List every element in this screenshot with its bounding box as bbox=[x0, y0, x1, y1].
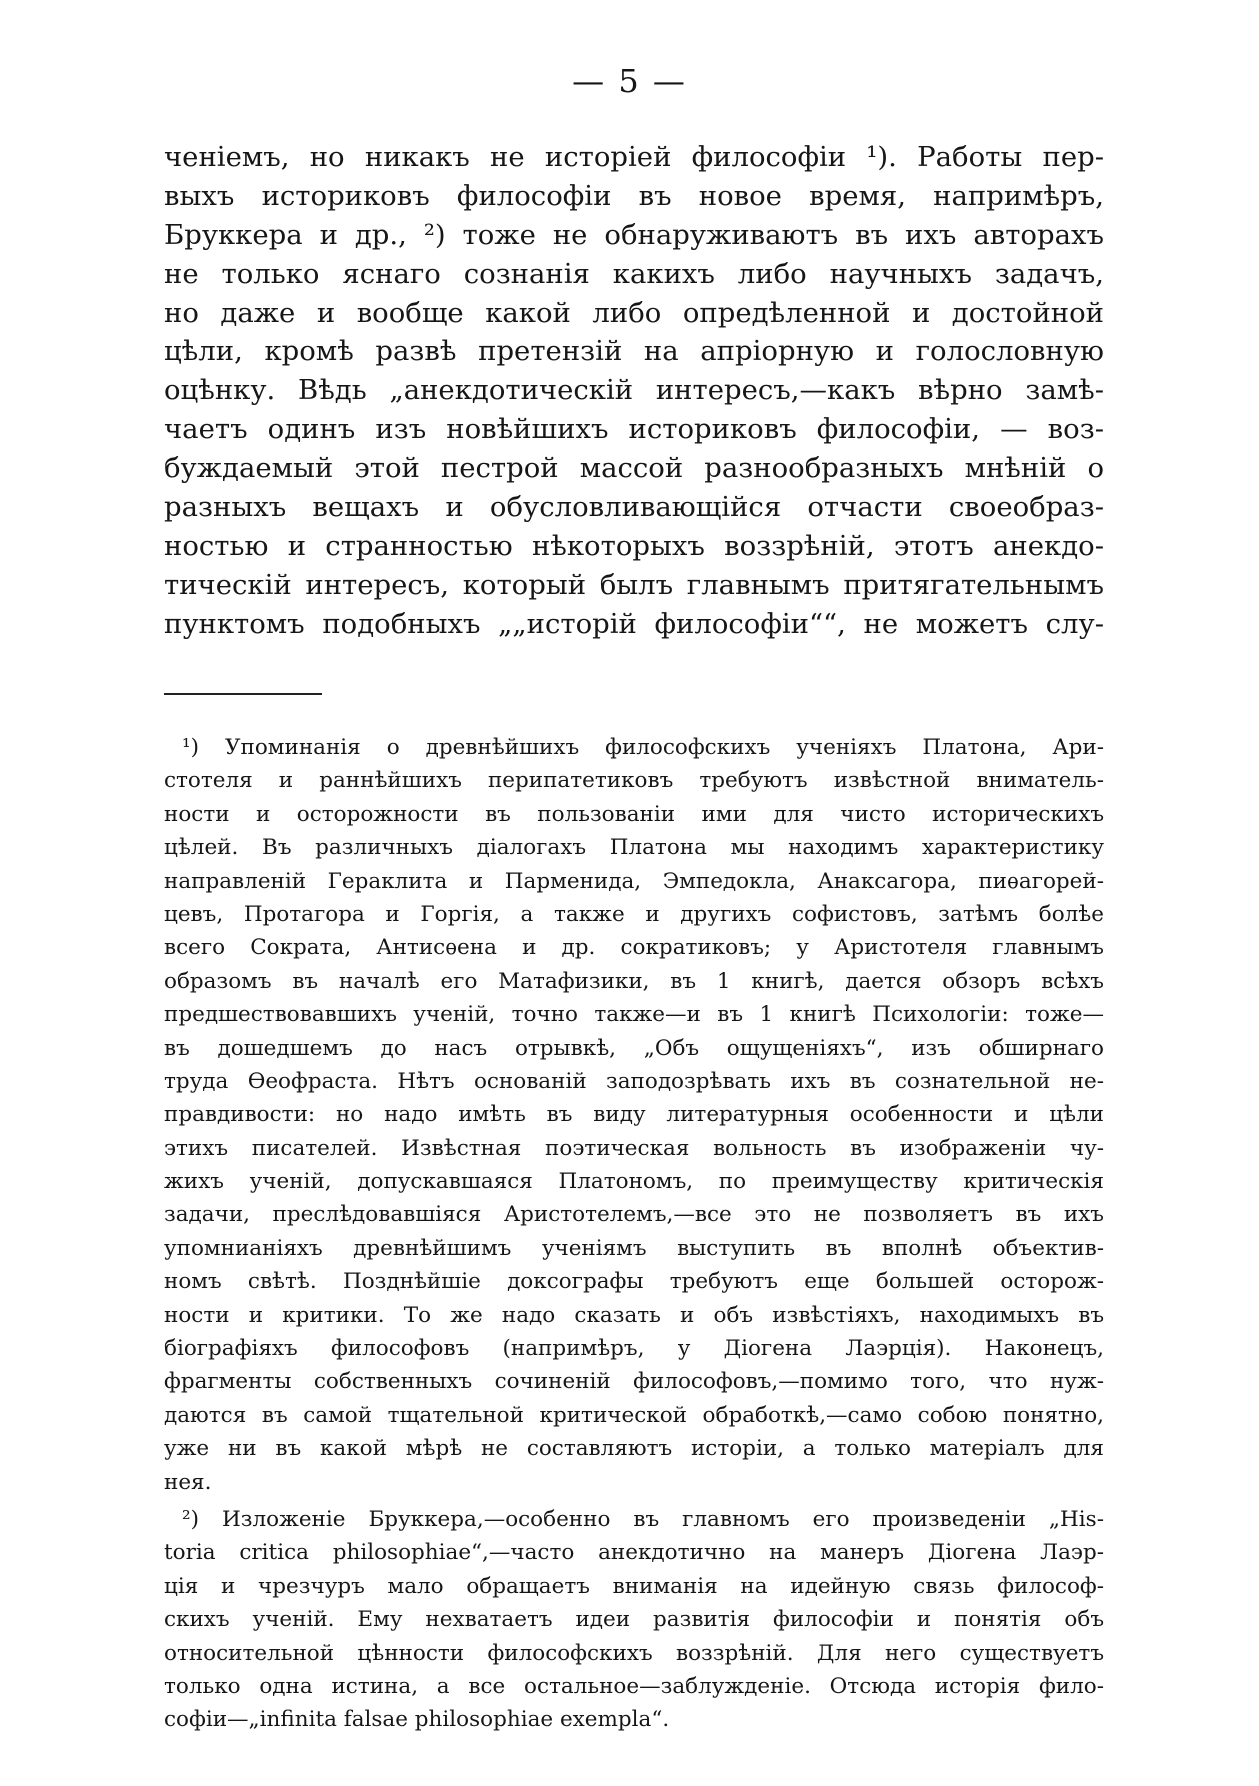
text-line: пунктомъ подобныхъ „„исторій философіи““, не можетъ слу- bbox=[164, 607, 1104, 640]
footnote-line: ¹) Упоминанія о древнѣйшихъ философскихъ ученіяхъ Платона, Ари- bbox=[182, 735, 1104, 760]
text-line: цѣли, кромѣ развѣ претензій на апріорную и голословную bbox=[164, 335, 1104, 368]
footnote-line: софіи—„infinita falsae philosophiae exempla“. bbox=[164, 1707, 670, 1733]
footnote-separator bbox=[164, 693, 322, 695]
footnote-line: упомнианіяхъ древнѣйшимъ ученіямъ выступить въ вполнѣ объектив- bbox=[164, 1235, 1104, 1261]
footnote-line: скихъ ученій. Ему нехватаетъ идеи развитія философіи и понятія объ bbox=[164, 1607, 1104, 1633]
text-line: ченіемъ, но никакъ не исторіей философіи ¹). Работы пер- bbox=[164, 141, 1104, 173]
footnote-line: номъ свѣтѣ. Позднѣйшіе доксографы требуютъ еще большей осторож- bbox=[164, 1269, 1104, 1295]
footnote-line: жихъ ученій, допускавшаяся Платономъ, по преимуществу критическія bbox=[164, 1169, 1104, 1195]
footnote-line: труда Ѳеофраста. Нѣтъ основаній заподозрѣвать ихъ въ сознательной не- bbox=[164, 1068, 1104, 1094]
footnote-line: нея. bbox=[164, 1469, 212, 1495]
footnote-line: фрагменты собственныхъ сочиненій философовъ,—помимо того, что нуж- bbox=[164, 1369, 1104, 1395]
footnote-line: даются въ самой тщательной критической обработкѣ,—само собою понятно, bbox=[164, 1402, 1104, 1428]
footnote-line: уже ни въ какой мѣрѣ не составляютъ исторіи, а только матеріалъ для bbox=[164, 1436, 1104, 1462]
page-number: — 5 — bbox=[572, 62, 687, 100]
text-line: не только яснаго сознанія какихъ либо научныхъ задачъ, bbox=[164, 257, 1104, 290]
footnote-line: этихъ писателей. Извѣстная поэтическая вольность въ изображеніи чу- bbox=[164, 1135, 1104, 1161]
footnote-line: образомъ въ началѣ его Матафизики, въ 1 книгѣ, дается обзоръ всѣхъ bbox=[164, 968, 1104, 994]
footnote-1 bbox=[164, 731, 1104, 1499]
footnote-line: направленій Гераклита и Парменида, Эмпедокла, Анаксагора, пиѳагорей- bbox=[164, 868, 1104, 894]
text-line: тическій интересъ, который былъ главнымъ притягательнымъ bbox=[164, 568, 1104, 601]
footnote-line: всего Сократа, Антисѳена и др. сократиковъ; у Аристотеля главнымъ bbox=[164, 935, 1104, 961]
footnote-line: ности и критики. То же надо сказать и объ извѣстіяхъ, находимыхъ въ bbox=[164, 1302, 1104, 1328]
text-line: ностью и странностью нѣкоторыхъ воззрѣній, этотъ анекдо- bbox=[164, 529, 1104, 562]
text-line: выхъ историковъ философіи въ новое время, напримѣръ, bbox=[164, 179, 1104, 212]
main-text bbox=[164, 138, 1104, 644]
footnote-line: предшествовавшихъ ученій, точно также—и въ 1 книгѣ Психологіи: тоже— bbox=[164, 1002, 1104, 1028]
footnote-line: ности и осторожности въ пользованіи ими для чисто историческихъ bbox=[164, 801, 1104, 827]
footnote-line: относительной цѣнности философскихъ воззрѣній. Для него существуетъ bbox=[164, 1640, 1104, 1666]
text-line: чаетъ одинъ изъ новѣйшихъ историковъ философіи, — воз- bbox=[164, 413, 1104, 446]
footnote-line: въ дошедшемъ до насъ отрывкѣ, „Объ ощущеніяхъ“, изъ обширнаго bbox=[164, 1035, 1104, 1061]
text-line: буждаемый этой пестрой массой разнообразныхъ мнѣній о bbox=[164, 452, 1104, 485]
footnote-line: біографіяхъ философовъ (напримѣръ, у Діогена Лаэрція). Наконецъ, bbox=[164, 1336, 1104, 1362]
footnotes bbox=[164, 731, 1104, 1737]
footnote-line: только одна истина, а все остальное—заблужденіе. Отсюда исторія фило- bbox=[164, 1673, 1104, 1699]
footnote-line: цевъ, Протагора и Горгія, а также и другихъ софистовъ, затѣмъ болѣе bbox=[164, 901, 1104, 927]
footnote-line: правдивости: но надо имѣть въ виду литературныя особенности и цѣли bbox=[164, 1102, 1104, 1128]
footnote-line: стотеля и раннѣйшихъ перипатетиковъ требуютъ извѣстной вниматель- bbox=[164, 768, 1104, 794]
text-line: разныхъ вещахъ и обусловливающійся отчасти своеобраз- bbox=[164, 491, 1104, 524]
footnote-line: ²) Изложеніе Бруккера,—особенно въ главномъ его произведеніи „His- bbox=[182, 1506, 1104, 1532]
footnote-2 bbox=[164, 1503, 1104, 1737]
footnote-line: задачи, преслѣдовавшіяся Аристотелемъ,—все это не позволяетъ въ ихъ bbox=[164, 1202, 1104, 1228]
footnote-line: цѣлей. Въ различныхъ діалогахъ Платона мы находимъ характеристику bbox=[164, 835, 1104, 861]
text-line: Бруккера и др., ²) тоже не обнаруживаютъ въ ихъ авторахъ bbox=[164, 218, 1104, 251]
footnote-line: ція и чрезчуръ мало обращаетъ вниманія на идейную связь философ- bbox=[164, 1573, 1104, 1599]
text-line: но даже и вообще какой либо опредѣленной и достойной bbox=[164, 296, 1104, 329]
text-line: оцѣнку. Вѣдь „анекдотическій интересъ,—какъ вѣрно замѣ- bbox=[164, 374, 1104, 407]
footnote-line: toria critica philosophiae“,—часто анекдотично на манеръ Діогена Лаэр- bbox=[164, 1540, 1104, 1566]
